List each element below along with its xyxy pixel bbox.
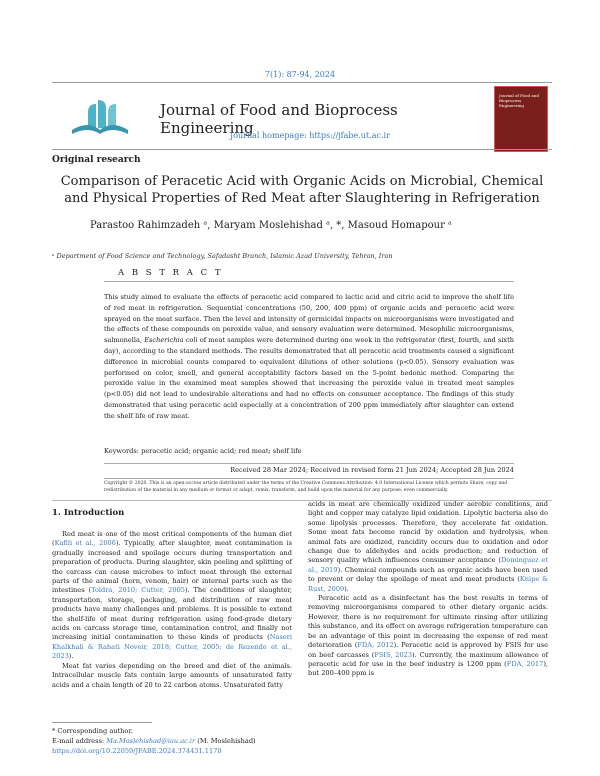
citation-link[interactable]: FDA, 2017 (506, 659, 544, 668)
keywords: Keywords: peracetic acid; organic acid; red meat; shelf life (104, 447, 302, 455)
doi-link[interactable]: https://doi.org/10.22059/JFABE.2024.374431.1170 (52, 747, 222, 755)
received-divider (104, 478, 514, 479)
keywords-divider (104, 463, 514, 464)
journal-title: Journal of Food and Bioprocess Engineering (160, 101, 398, 137)
abstract-heading: A B S T R A C T (118, 268, 224, 278)
section-heading-introduction: 1. Introduction (52, 508, 125, 518)
university-logo (58, 90, 142, 138)
footnotes (52, 726, 256, 756)
affiliation: ᵃ Department of Food Science and Technology, Safadasht Branch, Islamic Azad University, Tehran, Iran (52, 252, 393, 260)
abstract-text: This study aimed to evaluate the effects of peracetic acid compared to lactic acid and citric acid to improve the shelf life of red meat in refrigeration. Sequential concentrations (50, 200, 400 ppm) of organic acids and peracetic acid were sprayed on the meat surface. Then the level and intensity of germicidal impacts on microorganisms were investigated and the effects of these compounds on peroxide value, and sensory evaluation were determined. Mesophilic microorganisms, salmonella, Escherichia coli of meat samples were determined during one week in the refrigerator (first, fourth, and sixth day), according to the standard methods. The results demonstrated that all peracetic acid treatments caused a significant difference in microbial counts compared to equivalent dilutions of other solutions (p<0.05). Sensory evaluation was performed on color, smell, and general acceptability factors based on the 5-point hedonic method. Comparing the peroxide value in the examined meat samples showed that increasing the peroxide value in treated meat samples (p<0.05) did not lead to undesirable alterations and had no effects on consumer acceptance. The findings of this study demonstrated that using peracetic acid especially at a concentration of 200 ppm immediately after slaughter can extend the shelf life of raw meat. (104, 293, 514, 420)
copyright-notice: Copyright © 2020. This is an open-access article distributed under the terms of the Creative Commons Attribution- 4.0 International License which permits Share, copy and redistribution of the material in any medium or format or adapt, remix, transform, and build upon the material for any purpose, even commercially. (104, 481, 508, 493)
journal-homepage (230, 131, 390, 140)
email-line: E-mail address: Ma.Moslehishad@iau.ac.ir (M. Moslehishad) (52, 737, 256, 745)
footnote-divider (52, 722, 152, 723)
header-bottom-divider (52, 149, 552, 150)
paragraph: Peracetic acid as a disinfectant has the best results in terms of removing microorganisms compared to other dietary organic acids. However, there is no requirement for ultimate rinsing after utilizing this substance, and its effect on average refrigeration temperature can be an advantage of this point in decreasing the expense of red meat deterioration (FDA, 2012). Peracetic acid is approved by FSIS for use on beef carcasses (FSIS, 2023). Currently, the maximum allowance of peracetic acid for use in the beef industry is 1200 ppm (FDA, 2017), but 200–400 ppm is (308, 594, 549, 678)
citation-link[interactable]: Knipe & Rust, 2009 (308, 575, 548, 593)
volume-info: 7(1): 87-94, 2024 (264, 70, 336, 79)
authors: Parastoo Rahimzadeh ᵃ, Maryam Moslehishad ᵃ, *, Masoud Homapour ᵃ (90, 220, 452, 231)
left-column (52, 506, 292, 690)
cover-title: Journal of Food and Bioprocess Engineering (499, 93, 539, 108)
paragraph: Meat fat varies depending on the breed and diet of the animals. Intracellular muscle fats contain large amounts of unsaturated fatty acids and a chain length of 20 to 22 carbon atoms. Unsaturated fatty (52, 661, 292, 689)
homepage-link[interactable]: https://jfabe.ut.ac.ir (309, 131, 390, 140)
abstract-divider (104, 281, 514, 282)
citation-link[interactable]: Toldra, 2010; Cutter, 2005 (91, 586, 185, 595)
citation-link[interactable]: Naseri Khalkhali & Rahati Noveir, 2018; Cutter, 2005; de Rezende et al., 2023 (52, 633, 292, 661)
paragraph: acids in meat are chemically oxidized under aerobic conditions, and light and copper may catalyze lipid oxidation. Lipolytic bacteria also do some lipolysis processes. Therefore, they accelerate fat oxidation. Some meat fats become rancid by oxidation and hydrolysis, when animal fats are oxidized, rancidity occurs due to oxidation and odor change due to aldehydes and acids production; and reduction of sensory quality which influences consumer acceptance (Dominguez et al., 2019). Chemical compounds such as organic acids have been used to prevent or delay the spoilage of meat and meat products (Knipe & Rust, 2009). (308, 500, 549, 593)
article-type: Original research (52, 155, 141, 165)
right-column (308, 500, 548, 679)
citation-link[interactable]: Kafili et al., 2006 (54, 539, 116, 548)
citation-link[interactable]: FSIS, 2023 (374, 650, 413, 659)
email-link[interactable]: Ma.Moslehishad@iau.ac.ir (106, 737, 196, 745)
article-title: Comparison of Peracetic Acid with Organic Acids on Microbial, Chemical and Physical Properties of Red Meat after Slaughtering in Refrigeration (60, 174, 544, 206)
journal-cover-thumbnail (494, 86, 548, 152)
header-divider (52, 82, 552, 83)
corresponding-note: * Corresponding author. (52, 727, 133, 735)
citation-link[interactable]: FDA, 2012 (357, 641, 394, 650)
received-dates: Received 28 Mar 2024; Received in revised form 21 Jun 2024; Accepted 28 Jun 2024 (230, 466, 514, 474)
paragraph: Red meat is one of the most critical components of the human diet (Kafili et al., 2006). Typically, after slaughter, meat contamination is gradually increased and spoilage occurs during transportation and preparation of products. During slaughter, skin peeling and splitting of the carcass can cause microbes to infect meat through the external parts of the animal (horn, venom, hair) or internal parts such as the intestines (Toldra, 2010; Cutter, 2005). The conditions of slaughter, transportation, storage, packaging, and distribution of raw meat products have many challenges and problems. It is possible to extend the shelf-life of meat during refrigeration using food-grade dietary acids on carcass storage time, contamination control, and finally not increasing initial contamination to these kinds of products (Naseri Khalkhali & Rahati Noveir, 2018; Cutter, 2005; de Rezende et al., 2023). (52, 530, 292, 661)
homepage-label: Journal homepage: (230, 131, 310, 140)
citation-link[interactable]: Dominguez et al., 2019 (308, 556, 549, 574)
